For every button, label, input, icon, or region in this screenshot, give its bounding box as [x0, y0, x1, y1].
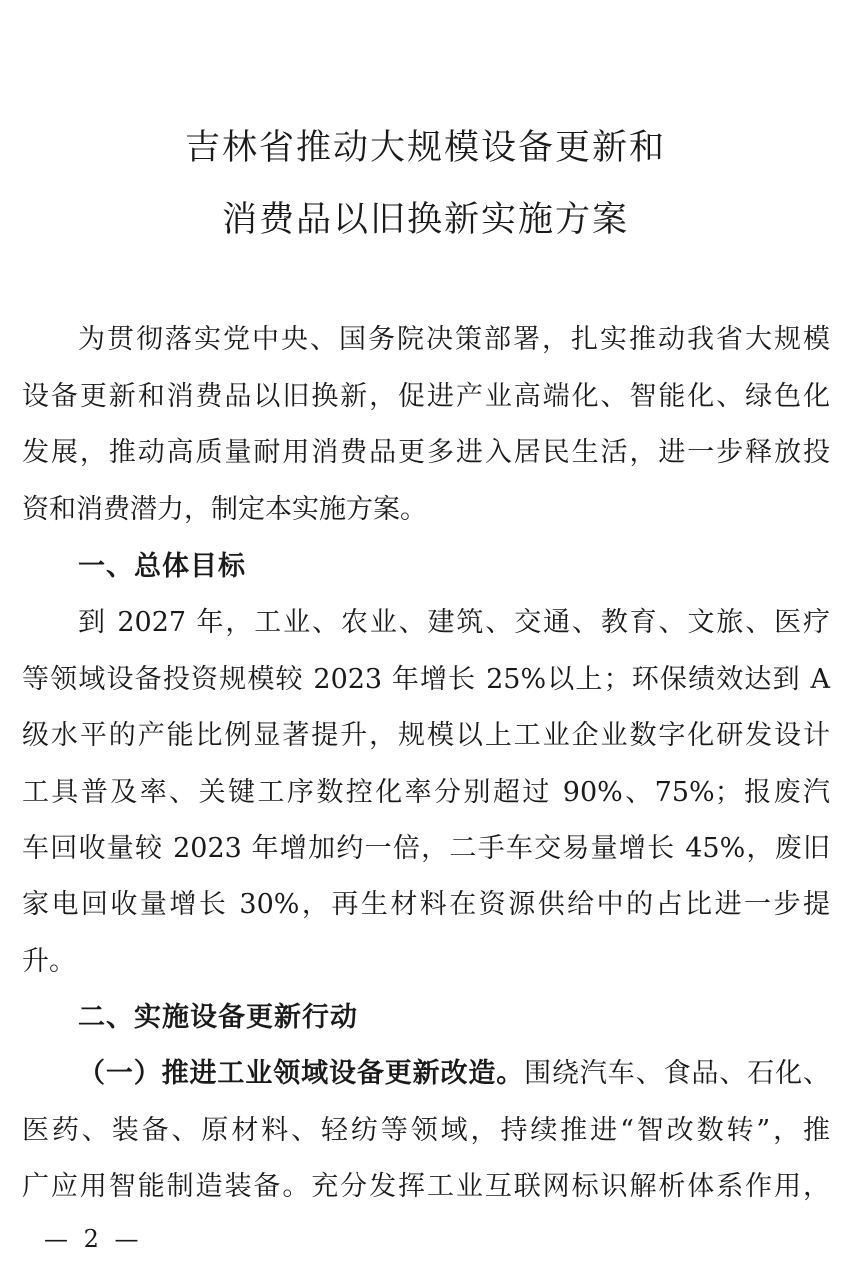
- paragraph-line: 等领域设备投资规模较 2023 年增长 25%以上；环保绩效达到 A: [22, 664, 830, 695]
- intro-line: 资和消费潜力，制定本实施方案。: [22, 494, 427, 525]
- intro-line: 为贯彻落实党中央、国务院决策部署，扎实推动我省大规模: [78, 324, 830, 355]
- document-title-line-1: 吉林省推动大规模设备更新和: [184, 128, 666, 168]
- subsection-title: （一）推进工业领域设备更新改造。: [78, 1058, 525, 1089]
- subsection-text: 围绕汽车、食品、石化、: [524, 1058, 831, 1089]
- page-number: — 2 —: [44, 1225, 143, 1253]
- paragraph-line: 家电回收量增长 30%，再生材料在资源供给中的占比进一步提: [22, 889, 830, 920]
- section-heading: 一、总体目标: [78, 551, 246, 582]
- document-title-line-2: 消费品以旧换新实施方案: [221, 200, 629, 240]
- intro-line: 设备更新和消费品以旧换新，促进产业高端化、智能化、绿色化: [22, 381, 830, 412]
- section-heading: 二、实施设备更新行动: [78, 1002, 358, 1033]
- paragraph-line: 医药、装备、原材料、轻纺等领域，持续推进“智改数转”，推: [22, 1115, 830, 1146]
- paragraph-line: 广应用智能制造装备。充分发挥工业互联网标识解析体系作用，: [22, 1171, 830, 1202]
- paragraph-line: 工具普及率、关键工序数控化率分别超过 90%、75%；报废汽: [22, 777, 830, 808]
- intro-line: 发展，推动高质量耐用消费品更多进入居民生活，进一步释放投: [22, 437, 830, 468]
- subsection-line: [78, 1060, 830, 1087]
- paragraph-line: 级水平的产能比例显著提升，规模以上工业企业数字化研发设计: [22, 720, 830, 751]
- paragraph-line: 到 2027 年，工业、农业、建筑、交通、教育、文旅、医疗: [78, 607, 830, 638]
- paragraph-line: 升。: [22, 946, 76, 977]
- paragraph-line: 车回收量较 2023 年增加约一倍，二手车交易量增长 45%，废旧: [22, 833, 830, 864]
